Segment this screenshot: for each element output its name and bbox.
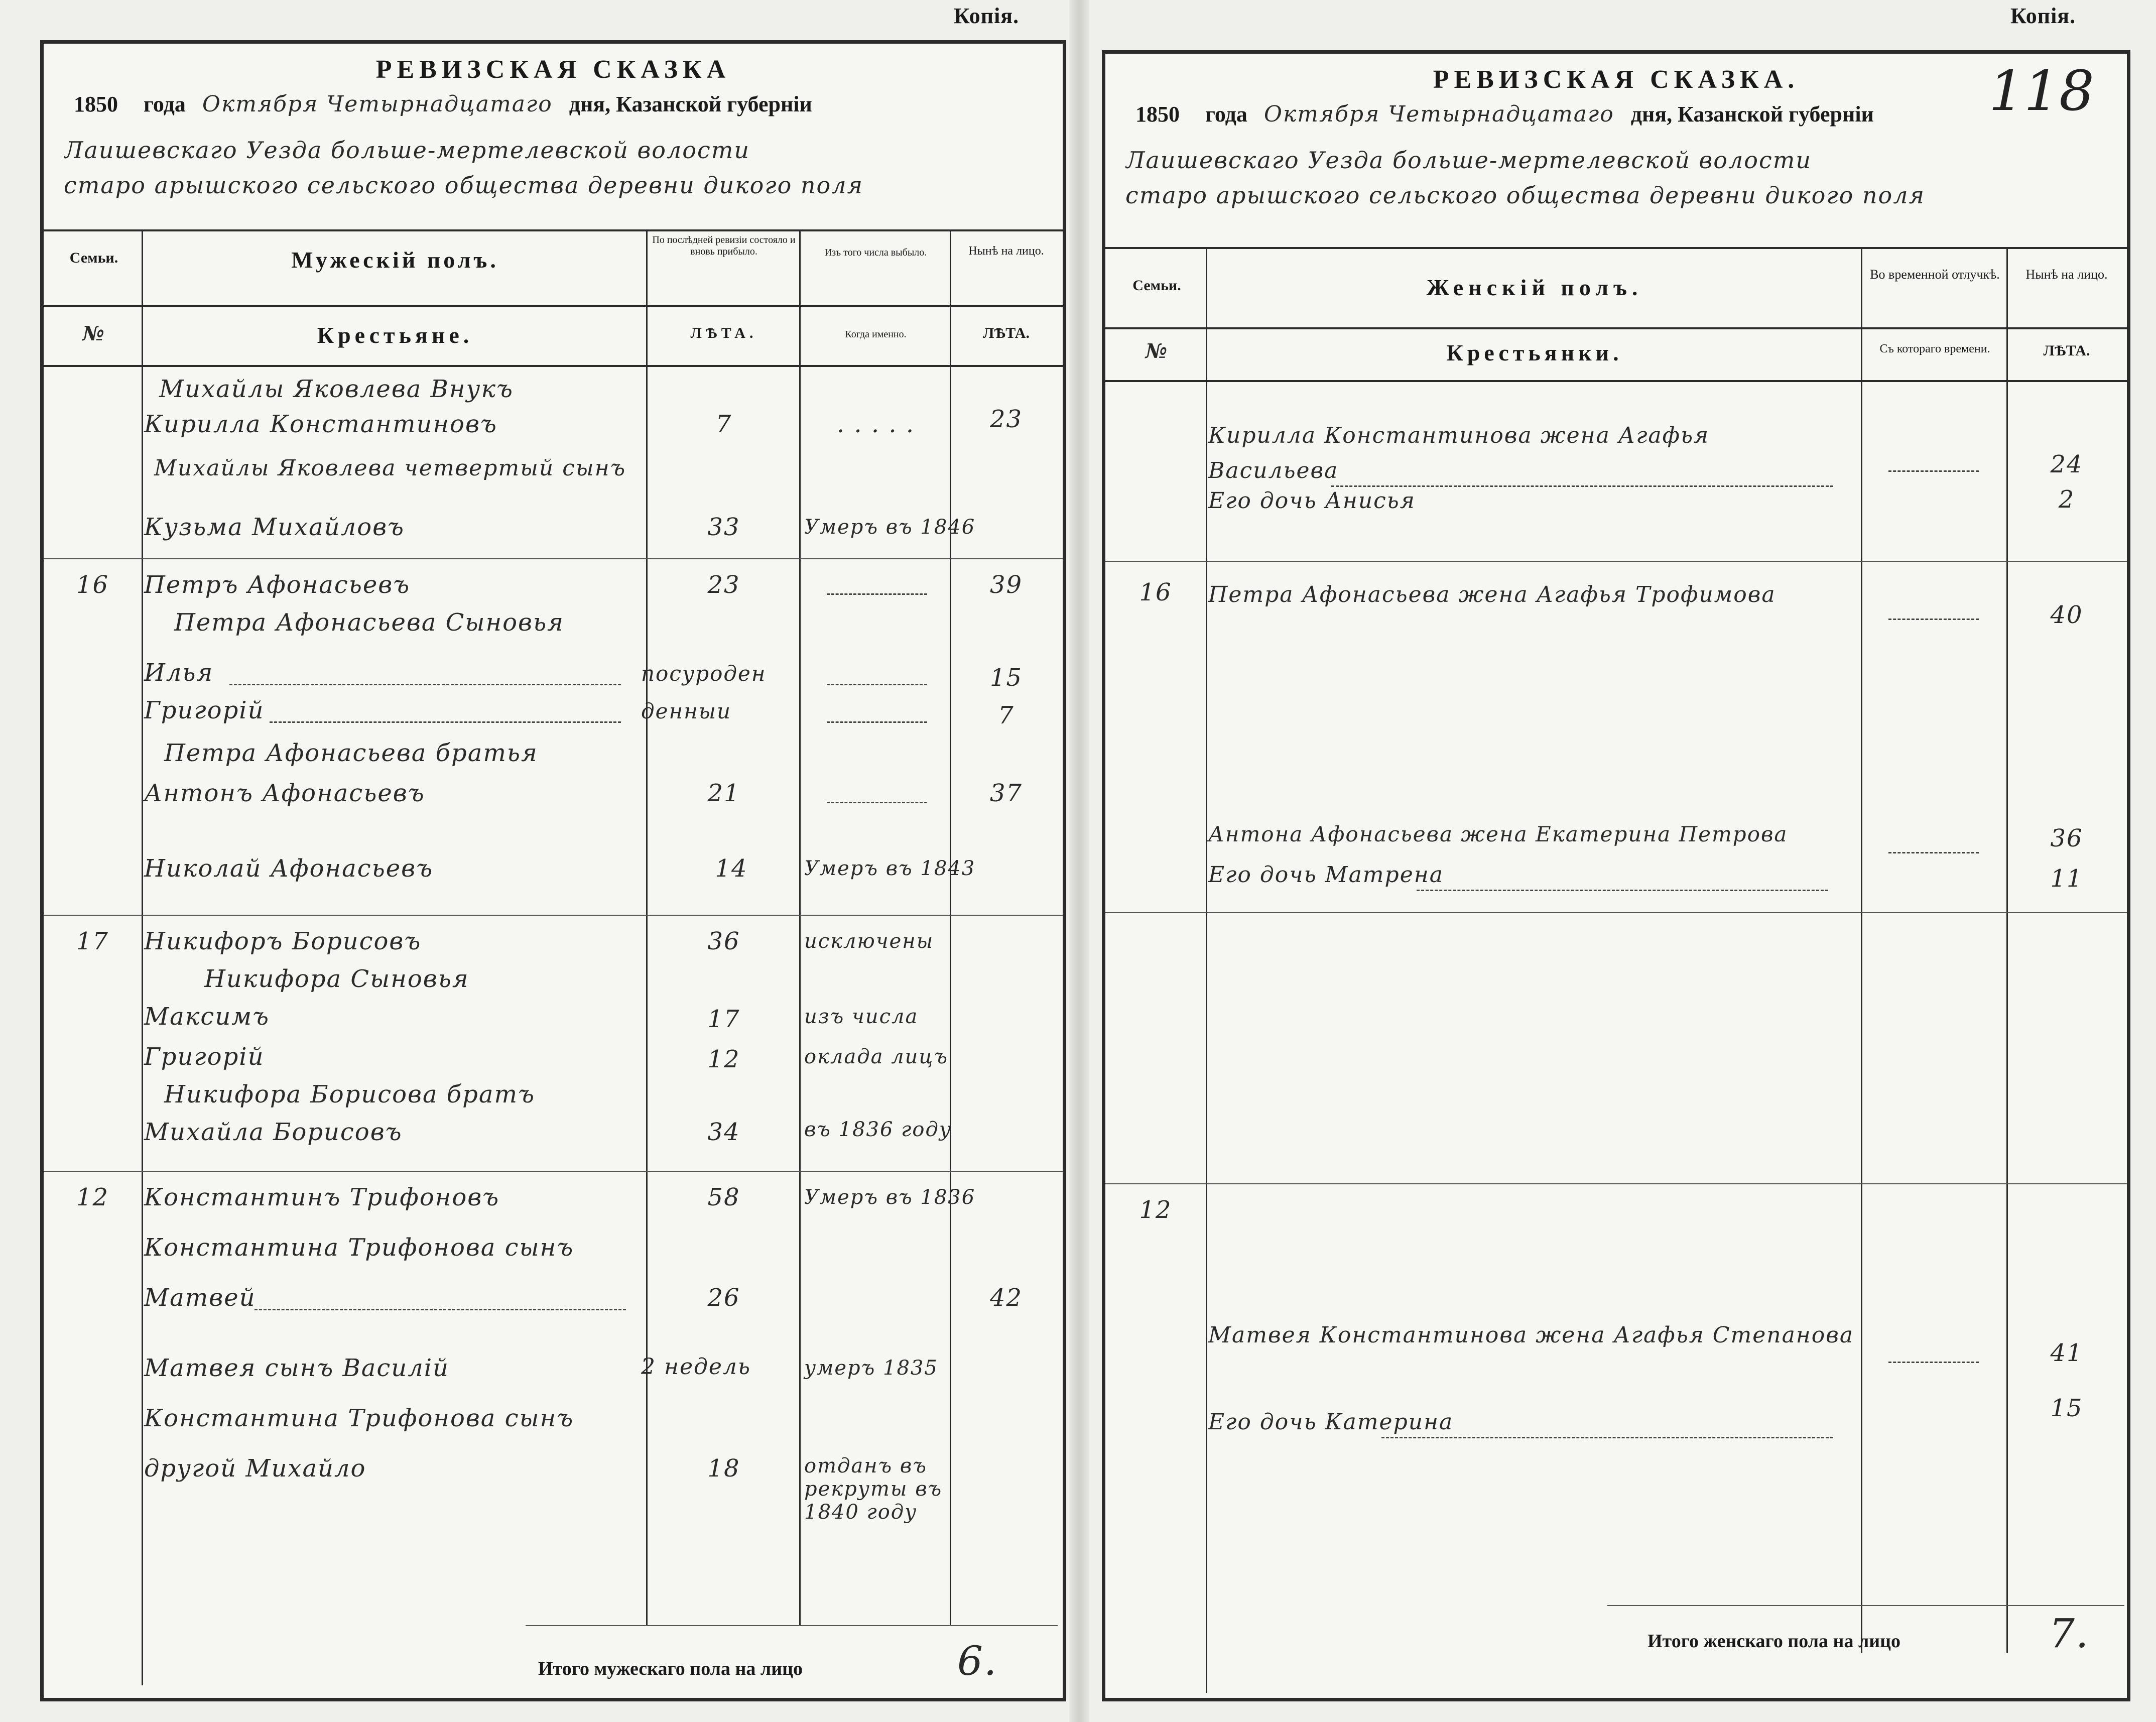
left-hdr-years: ЛѢТА.: [690, 325, 757, 341]
table-row-rev: посуроден: [641, 661, 767, 686]
table-row-name: Петра Афонасьева братья: [164, 739, 538, 767]
table-row-filler-dash: [1331, 485, 1833, 487]
table-row-departed-dash: [827, 721, 927, 723]
table-row-name: Никифора Борисова братъ: [164, 1080, 535, 1109]
right-total-value: 7.: [2049, 1610, 2090, 1657]
table-row-now: 24: [2050, 450, 2083, 478]
right-group-separator: [1105, 1183, 2127, 1184]
table-row-now: 41: [2050, 1339, 2083, 1367]
table-row-now: 23: [989, 405, 1023, 433]
book-gutter: [1069, 0, 1089, 1722]
right-group-separator: [1105, 561, 2127, 562]
right-total-label: Итого женскаго пола на лицо: [1647, 1631, 1901, 1652]
left-hdr-family: Семьи.: [69, 250, 118, 266]
copy-label-right: Копія.: [2010, 4, 2076, 28]
right-col-divider-2: [1861, 247, 1862, 1653]
table-row-name: Григорій: [144, 1043, 265, 1071]
table-row-departed: умеръ 1835: [804, 1357, 938, 1380]
left-hdr-now: Нынѣ на лицо.: [968, 244, 1044, 258]
table-row-name: Николай Афонасьевъ: [144, 854, 434, 883]
right-col-divider-3: [2006, 247, 2008, 1653]
left-col-divider-2: [646, 229, 648, 1625]
table-row-family: 16: [76, 571, 109, 599]
table-row-departed-dash: [827, 593, 927, 595]
left-title: РЕВИЗСКАЯ СКАЗКА: [375, 55, 731, 84]
table-row-departed: Умеръ въ 1846: [804, 516, 976, 539]
table-row-name: Григорій: [144, 696, 265, 724]
table-row-now: 39: [989, 571, 1023, 599]
right-total-rule: [1607, 1605, 2124, 1606]
table-row-name: Антонъ Афонасьевъ: [144, 779, 425, 807]
table-row-name: Кирилла Константиновъ: [144, 410, 497, 438]
table-row-name: Никифора Сыновья: [204, 965, 469, 993]
table-row-name: Антона Афонасьева жена Екатерина Петрова: [1208, 822, 1788, 846]
right-title: РЕВИЗСКАЯ СКАЗКА.: [1433, 65, 1800, 94]
table-row-rev: денныи: [641, 699, 732, 723]
left-group-separator: [44, 558, 1063, 559]
right-header-bottom-rule: [1105, 380, 2127, 382]
left-col-divider-3: [799, 229, 801, 1625]
table-row-rev: 12: [707, 1045, 740, 1073]
table-row-filler-dash: [1417, 890, 1828, 891]
left-total-value: 6.: [957, 1638, 998, 1684]
table-row-name: Михайлы Яковлева четвертый сынъ: [154, 455, 626, 481]
table-row-name: Константина Трифонова сынъ: [144, 1404, 574, 1432]
right-word-goda: года: [1205, 102, 1247, 127]
left-month-day: Октября Четырнадцатаго: [202, 91, 553, 117]
right-hdr-years: ЛѢТА.: [2043, 342, 2090, 359]
table-row-now: 36: [2050, 824, 2083, 852]
table-row-rev: 36: [707, 927, 740, 955]
table-row-name: Кузьма Михайловъ: [144, 513, 405, 541]
table-row-filler-dash: [229, 684, 621, 685]
right-hdr-estate: Крестьянки.: [1446, 340, 1623, 365]
right-month-day: Октября Четырнадцатаго: [1263, 101, 1614, 127]
table-row-family: 16: [1139, 578, 1172, 606]
table-row-name: Михайлы Яковлева Внукъ: [159, 375, 514, 403]
left-header-mid-rule: [44, 305, 1063, 307]
table-row-name: Васильева: [1208, 458, 1339, 483]
table-row-departed: исключены: [804, 930, 934, 953]
table-row-family: 12: [76, 1183, 109, 1211]
table-row-now: 40: [2050, 601, 2083, 629]
table-row-departed: Умеръ въ 1843: [804, 857, 976, 880]
table-row-rev: 33: [707, 513, 740, 541]
left-location-line-2: старо арышского сельского общества деревни дикого поля: [64, 172, 863, 199]
right-hdr-female: Женскій полъ.: [1426, 275, 1643, 300]
table-row-rev: 14: [715, 854, 748, 883]
table-row-now: 2: [2058, 485, 2075, 514]
table-row-rev: 34: [707, 1118, 740, 1146]
table-row-departed: въ 1836 году: [804, 1118, 952, 1141]
table-row-departed-dash: [827, 802, 927, 803]
table-row-family: 12: [1139, 1196, 1172, 1224]
left-total-label: Итого мужескаго пола на лицо: [538, 1658, 803, 1679]
table-row-name: Константина Трифонова сынъ: [144, 1234, 574, 1262]
right-header-mid-rule: [1105, 327, 2127, 329]
table-row-name: Петръ Афонасьевъ: [144, 571, 411, 599]
table-row-departed: отданъ въ рекруты въ 1840 году: [804, 1454, 943, 1524]
left-hdr-estate: Крестьяне.: [317, 322, 473, 348]
left-hdr-when: Когда именно.: [845, 329, 907, 340]
table-row-name: Его дочь Катерина: [1208, 1409, 1454, 1435]
table-row-name: Петра Афонасьева Сыновья: [174, 608, 564, 637]
left-word-dnya: дня, Казанской губерніи: [569, 92, 812, 116]
table-row-rev: 18: [707, 1454, 740, 1483]
table-row-filler-dash: [255, 1309, 626, 1310]
table-row-name: Матвея сынъ Василій: [144, 1354, 450, 1382]
table-row-filler-dash: [1381, 1437, 1833, 1438]
table-row-now: 7: [998, 701, 1014, 729]
table-row-rev: 7: [715, 410, 732, 438]
table-row-departed: изъ числа: [804, 1005, 919, 1028]
table-row-absent-dash: [1888, 619, 1979, 620]
table-row-rev: 26: [707, 1284, 740, 1312]
table-row-name: Его дочь Анисья: [1208, 488, 1416, 514]
left-header-top-rule: [44, 229, 1063, 231]
left-location-line-1: Лаишевскаго Уезда больше-мертелевской волости: [64, 137, 750, 164]
left-page-male: [40, 40, 1066, 1701]
table-row-name: Максимъ: [144, 1003, 270, 1031]
table-row-departed: Умеръ въ 1836: [804, 1186, 976, 1209]
table-row-departed: оклада лицъ: [804, 1045, 948, 1068]
left-hdr-departed: Изъ того числа выбыло.: [824, 247, 927, 258]
table-row-filler-dash: [270, 721, 621, 723]
right-location-line-2: старо арышского сельского общества деревни дикого поля: [1125, 182, 1925, 209]
table-row-now: 37: [989, 779, 1023, 807]
table-row-name: Матвей: [144, 1284, 256, 1312]
folio-number: 118: [1989, 59, 2094, 123]
left-group-separator: [44, 915, 1063, 916]
table-row-now: 15: [2050, 1394, 2083, 1422]
table-row-now: 42: [989, 1284, 1023, 1312]
right-page-female: [1102, 50, 2130, 1701]
left-year: 1850: [74, 92, 118, 116]
right-hdr-family: Семьи.: [1132, 277, 1181, 294]
table-row-absent-dash: [1888, 1362, 1979, 1363]
left-header-bottom-rule: [44, 365, 1063, 367]
left-col-divider-4: [950, 229, 951, 1625]
table-row-name: другой Михайло: [144, 1454, 366, 1483]
left-word-goda: года: [144, 92, 186, 116]
table-row-departed: . . . . .: [836, 410, 915, 438]
left-date-line: [74, 91, 1043, 117]
left-hdr-last-revision: По послѣдней ревизіи состояло и вновь прибыло.: [652, 234, 796, 257]
table-row-name: Петра Афонасьева жена Агафья Трофимова: [1208, 582, 1776, 607]
left-hdr-male: Мужескій полъ.: [291, 247, 499, 273]
table-row-name: Кирилла Константинова жена Агафья: [1208, 423, 1710, 448]
left-hdr-years-now: ЛѢТА.: [983, 325, 1030, 341]
left-col-divider-1: [142, 229, 143, 1685]
table-row-rev: 58: [707, 1183, 740, 1211]
table-row-family: 17: [76, 927, 109, 955]
table-row-name: Матвея Константинова жена Агафья Степанова: [1208, 1322, 1854, 1348]
table-row-now: 15: [989, 664, 1023, 692]
table-row-now: 11: [2050, 865, 2083, 893]
table-row-rev: 2 недель: [641, 1354, 751, 1380]
table-row-name: Никифоръ Борисовъ: [144, 927, 422, 955]
table-row-rev: 17: [707, 1005, 740, 1033]
right-year: 1850: [1135, 102, 1180, 127]
copy-label-left: Копія.: [954, 4, 1020, 28]
table-row-absent-dash: [1888, 852, 1979, 853]
right-hdr-now: Нынѣ на лицо.: [2025, 267, 2108, 282]
table-row-name: Илья: [144, 659, 214, 687]
table-row-departed-dash: [827, 684, 927, 685]
right-date-line: [1135, 101, 2087, 127]
right-hdr-absent: Во временной отлучкѣ.: [1870, 267, 2000, 282]
right-location-line-1: Лаишевскаго Уезда больше-мертелевской волости: [1125, 147, 1812, 174]
left-group-separator: [44, 1171, 1063, 1172]
left-total-rule: [526, 1625, 1058, 1626]
table-row-absent-dash: [1888, 470, 1979, 472]
right-header-top-rule: [1105, 247, 2127, 249]
right-word-dnya: дня, Казанской губерніи: [1630, 102, 1874, 127]
table-row-name: Михайла Борисовъ: [144, 1118, 403, 1146]
table-row-name: Константинъ Трифоновъ: [144, 1183, 500, 1211]
right-col-divider-1: [1206, 247, 1207, 1693]
right-hdr-since: Съ котораго времени.: [1879, 342, 1990, 355]
left-hdr-number-sign: №: [82, 322, 105, 345]
table-row-name: Его дочь Матрена: [1208, 862, 1444, 888]
table-row-rev: 21: [707, 779, 740, 807]
right-group-separator: [1105, 912, 2127, 913]
table-row-rev: 23: [707, 571, 740, 599]
right-hdr-number-sign: №: [1145, 339, 1169, 363]
